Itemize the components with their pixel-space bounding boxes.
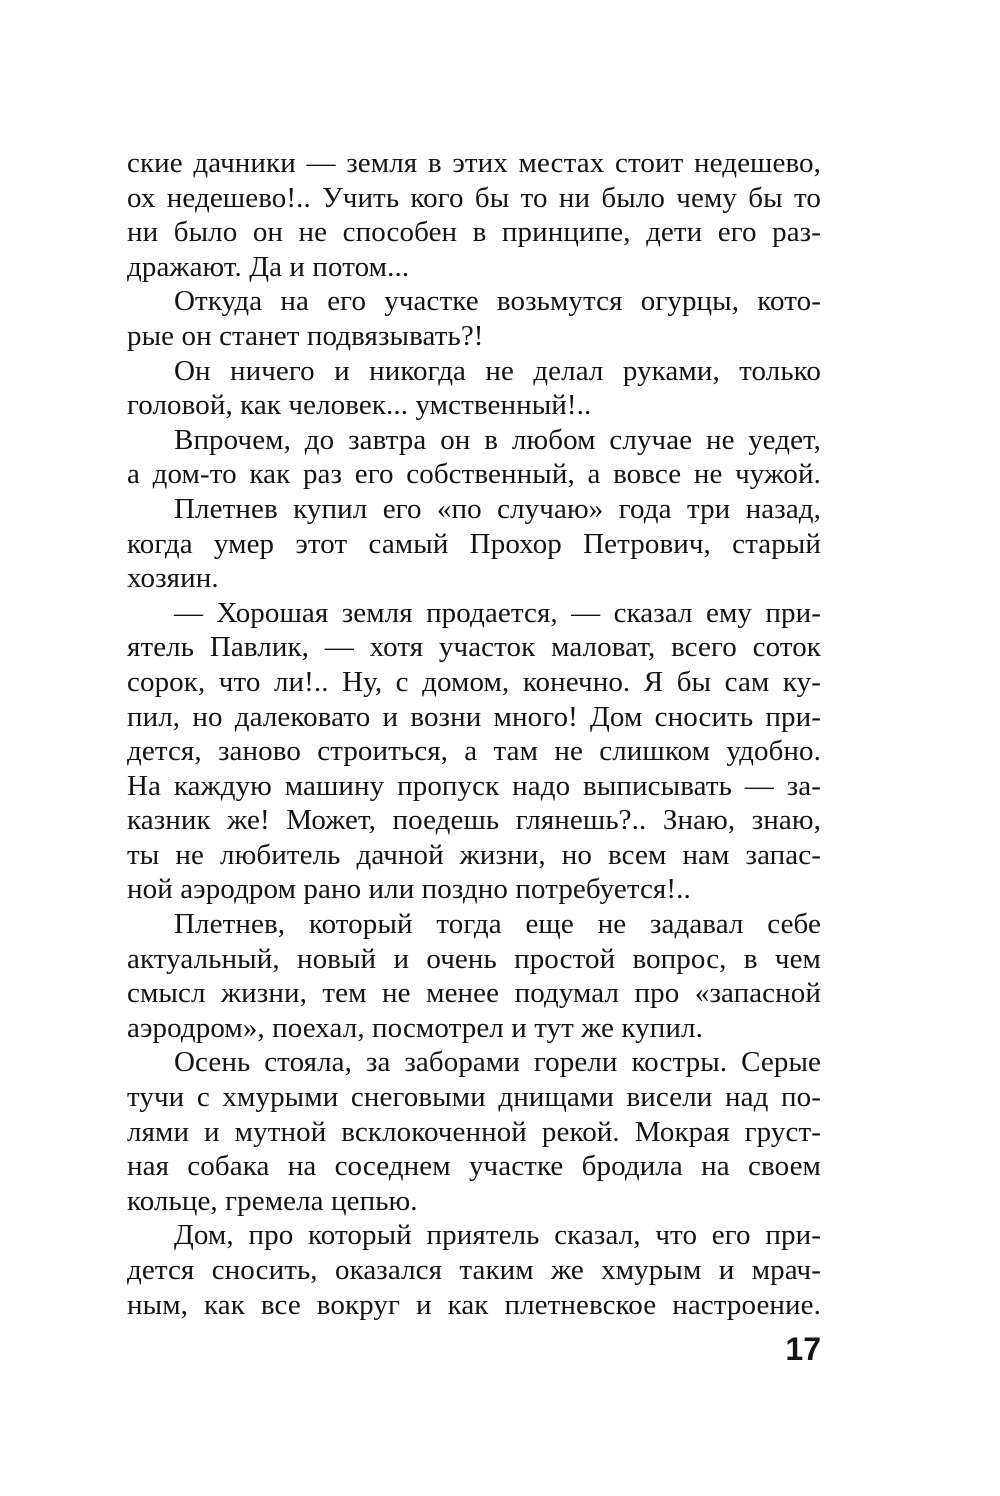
text-line: аэродром», поехал, посмотрел и тут же купил.	[127, 1011, 703, 1044]
text-line: лями и мутной всклокоченной рекой. Мокрая груст-	[127, 1115, 821, 1148]
text-line: смысл жизни, тем не менее подумал про «запасной	[127, 977, 821, 1010]
paragraph	[127, 284, 821, 353]
text-line: ские дачники — земля в этих местах стоит недешево,	[127, 147, 821, 179]
text-line: Он ничего и никогда не делал руками, только	[174, 354, 821, 387]
text-line: ной аэродром рано или поздно потребуется!..	[127, 873, 691, 906]
text-line: Плетнев, который тогда еще не задавал себе	[174, 908, 821, 941]
text-line: хозяин.	[127, 562, 219, 595]
text-line: актуальный, новый и очень простой вопрос, в чем	[127, 942, 821, 975]
text-line: Плетнев купил его «по случаю» года три назад,	[174, 492, 821, 525]
text-line: дется, заново строиться, а там не слишком удобно.	[127, 735, 821, 768]
text-line: кольце, гремела цепью.	[127, 1184, 418, 1217]
text-line: а дом-то как раз его собственный, а вовсе не чужой.	[127, 458, 821, 491]
text-line: когда умер этот самый Прохор Петрович, старый	[127, 527, 821, 560]
text-line: дражают. Да и потом...	[127, 250, 410, 283]
text-line: казник же! Может, поедешь глянешь?.. Знаю, знаю,	[127, 804, 821, 837]
text-line: На каждую машину пропуск надо выписывать — за-	[127, 769, 821, 802]
text-line: Впрочем, до завтра он в любом случае не уедет,	[174, 423, 821, 456]
text-line: ятель Павлик, — хотя участок маловат, всего соток	[127, 631, 821, 664]
text-line: головой, как человек... умственный!..	[127, 389, 592, 422]
paragraph	[127, 596, 821, 907]
text-line: дется сносить, оказался таким же хмурым и мрач-	[127, 1254, 821, 1286]
text-line: тучи с хмурыми снеговыми днищами висели над по-	[127, 1081, 821, 1114]
paragraph	[127, 492, 821, 596]
text-line: — Хорошая земля продается, — сказал ему при-	[174, 596, 821, 629]
paragraph	[127, 907, 821, 1045]
page-text	[127, 146, 821, 1322]
paragraph	[127, 146, 821, 284]
text-line: ная собака на соседнем участке бродила на своем	[127, 1150, 821, 1183]
text-line: ни было он не способен в принципе, дети его раз-	[127, 216, 821, 249]
paragraph	[127, 1218, 821, 1322]
text-line: ох недешево!.. Учить кого бы то ни было чему бы то	[127, 181, 821, 214]
text-line: Дом, про который приятель сказал, что его при-	[174, 1219, 821, 1252]
text-line: сорок, что ли!.. Ну, с домом, конечно. Я бы сам ку-	[127, 665, 821, 698]
page-number: 17	[785, 1331, 821, 1367]
text-line: ты не любитель дачной жизни, но всем нам запас-	[127, 838, 821, 871]
text-line: Осень стояла, за заборами горели костры. Серые	[174, 1046, 821, 1079]
text-line: Откуда на его участке возьмутся огурцы, кото-	[174, 285, 821, 318]
text-line: ным, как все вокруг и как плетневское настроение.	[127, 1288, 821, 1321]
paragraph	[127, 354, 821, 423]
text-line: рые он станет подвязывать?!	[127, 319, 484, 352]
paragraph	[127, 423, 821, 492]
text-line: пил, но далековато и возни много! Дом сносить при-	[127, 700, 821, 733]
paragraph	[127, 1045, 821, 1218]
